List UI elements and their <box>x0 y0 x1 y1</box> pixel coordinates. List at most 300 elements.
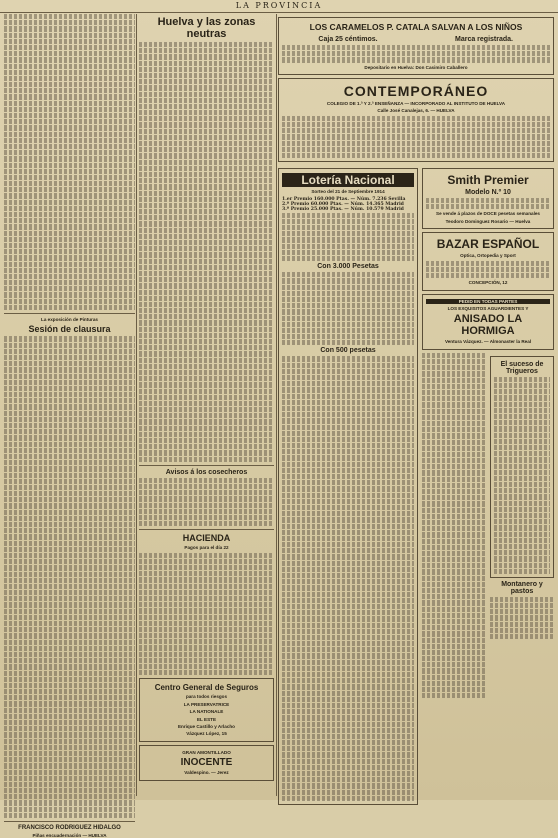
trigueros-box <box>490 356 554 578</box>
text-line-placeholder <box>422 440 486 445</box>
text-line-placeholder <box>282 505 414 510</box>
text-line-placeholder <box>139 633 274 638</box>
text-line-placeholder <box>4 305 135 310</box>
text-line-placeholder <box>139 314 274 319</box>
text-line-placeholder <box>139 339 274 344</box>
text-line-placeholder <box>422 477 486 482</box>
text-line-placeholder <box>282 316 414 321</box>
text-line-placeholder <box>282 579 414 584</box>
text-line-placeholder <box>4 435 135 440</box>
text-line-placeholder <box>494 544 550 549</box>
text-line-placeholder <box>4 411 135 416</box>
text-line-placeholder <box>139 351 274 356</box>
contemporaneo-ad <box>278 78 554 162</box>
text-line-placeholder <box>422 446 486 451</box>
text-line-placeholder <box>4 349 135 354</box>
text-line-placeholder <box>139 364 274 369</box>
text-line-placeholder <box>422 668 486 673</box>
text-line-placeholder <box>282 468 414 473</box>
text-line-placeholder <box>4 565 135 570</box>
hormiga-sub: Ventura Vázquez. — Almonaster la Real <box>444 339 532 345</box>
text-line-placeholder <box>282 771 414 776</box>
text-line-placeholder <box>282 474 414 479</box>
text-line-placeholder <box>139 652 274 657</box>
column-3-ads <box>278 14 554 796</box>
text-line-placeholder <box>282 213 414 218</box>
text-line-placeholder <box>139 252 274 257</box>
text-line-placeholder <box>139 92 274 97</box>
text-line-placeholder <box>282 480 414 485</box>
text-line-placeholder <box>139 608 274 613</box>
text-line-placeholder <box>139 296 274 301</box>
text-line-placeholder <box>422 532 486 537</box>
text-line-placeholder <box>4 187 135 192</box>
text-line-placeholder <box>139 215 274 220</box>
column-divider <box>276 14 277 796</box>
text-line-placeholder <box>4 299 135 304</box>
text-line-placeholder <box>282 486 414 491</box>
text-line-placeholder <box>139 191 274 196</box>
text-line-placeholder <box>4 423 135 428</box>
text-line-placeholder <box>282 303 414 308</box>
text-line-placeholder <box>139 438 274 443</box>
text-line-placeholder <box>139 67 274 72</box>
smith-price: Se vende á plazos de DOCE pesetas semanales <box>436 211 540 217</box>
horizontal-rule <box>4 821 135 822</box>
text-line-placeholder <box>282 499 414 504</box>
text-line-placeholder <box>4 367 135 372</box>
text-line-placeholder <box>139 308 274 313</box>
text-line-placeholder <box>139 277 274 282</box>
text-line-placeholder <box>4 70 135 75</box>
text-line-placeholder <box>282 734 414 739</box>
text-line-placeholder <box>4 627 135 632</box>
text-line-placeholder <box>422 569 486 574</box>
contemporaneo-sub: COLEGIO DE 1.ª Y 2.ª ENSEÑANZA — INCORPORADO AL INSTITUTO DE HUELVA <box>326 100 506 106</box>
text-line-placeholder <box>139 515 274 520</box>
text-line-placeholder <box>139 621 274 626</box>
text-line-placeholder <box>139 565 274 570</box>
text-line-placeholder <box>282 219 414 224</box>
text-line-placeholder <box>4 119 135 124</box>
text-line-placeholder <box>139 584 274 589</box>
text-line-placeholder <box>422 638 486 643</box>
text-line-placeholder <box>282 225 414 230</box>
text-line-placeholder <box>139 509 274 514</box>
text-line-placeholder <box>4 51 135 56</box>
text-line-placeholder <box>282 381 414 386</box>
bazar-addr: CONCEPCIÓN, 12 <box>468 280 508 286</box>
text-line-placeholder <box>282 462 414 467</box>
text-line-placeholder <box>4 231 135 236</box>
contemporaneo-heading: CONTEMPORÁNEO <box>343 82 489 99</box>
heading-huelva: Huelva y las zonas neutras <box>157 16 256 40</box>
text-line-placeholder <box>282 425 414 430</box>
text-line-placeholder <box>282 684 414 689</box>
text-line-placeholder <box>4 45 135 50</box>
text-line-placeholder <box>282 678 414 683</box>
text-line-placeholder <box>139 370 274 375</box>
text-line-placeholder <box>4 94 135 99</box>
text-line-placeholder <box>4 292 135 297</box>
text-line-placeholder <box>139 54 274 59</box>
text-line-placeholder <box>422 402 486 407</box>
text-line-placeholder <box>282 777 414 782</box>
text-line-placeholder <box>139 259 274 264</box>
text-line-placeholder <box>4 609 135 614</box>
text-line-placeholder <box>4 739 135 744</box>
text-line-placeholder <box>282 237 414 242</box>
text-line-placeholder <box>4 671 135 676</box>
text-line-placeholder <box>282 752 414 757</box>
text-line-placeholder <box>4 144 135 149</box>
text-line-placeholder <box>4 150 135 155</box>
text-line-placeholder <box>139 129 274 134</box>
text-line-placeholder <box>4 76 135 81</box>
premios-500: Con 500 pesetas <box>320 347 376 355</box>
amontillado-ad <box>139 745 274 781</box>
text-line-placeholder <box>282 406 414 411</box>
text-line-placeholder <box>282 134 550 139</box>
text-line-placeholder <box>139 73 274 78</box>
text-line-placeholder <box>282 322 414 327</box>
text-line-placeholder <box>282 256 414 261</box>
text-line-placeholder <box>4 14 135 19</box>
text-line-placeholder <box>282 604 414 609</box>
text-line-placeholder <box>282 740 414 745</box>
text-line-placeholder <box>422 483 486 488</box>
text-line-placeholder <box>139 426 274 431</box>
text-line-placeholder <box>422 675 486 680</box>
text-line-placeholder <box>139 590 274 595</box>
text-line-placeholder <box>4 479 135 484</box>
text-line-placeholder <box>282 418 414 423</box>
text-line-placeholder <box>494 420 550 425</box>
text-line-placeholder <box>4 485 135 490</box>
text-line-placeholder <box>139 197 274 202</box>
text-line-placeholder <box>139 172 274 177</box>
text-line-placeholder <box>282 128 550 133</box>
contemporaneo-addr: Calle José Canalejas, 6. — HUELVA <box>377 108 455 114</box>
text-line-placeholder <box>422 607 486 612</box>
text-line-placeholder <box>494 519 550 524</box>
text-line-placeholder <box>422 644 486 649</box>
text-line-placeholder <box>4 274 135 279</box>
bazar-espanol-ad <box>422 232 554 290</box>
caramelos-sub-2: Marca registrada. <box>455 36 513 43</box>
text-line-placeholder <box>494 488 550 493</box>
text-line-placeholder <box>4 163 135 168</box>
text-line-placeholder <box>494 550 550 555</box>
text-line-placeholder <box>494 457 550 462</box>
text-line-placeholder <box>422 359 486 364</box>
text-line-placeholder <box>139 265 274 270</box>
text-line-placeholder <box>139 302 274 307</box>
trigueros-heading: El suceso de Trigueros <box>500 360 544 375</box>
seguros-name-2: LA NATIONALE <box>189 709 224 715</box>
text-line-placeholder <box>422 594 486 599</box>
text-line-placeholder <box>422 396 486 401</box>
text-line-placeholder <box>4 206 135 211</box>
text-line-placeholder <box>494 525 550 530</box>
section-label-exposicion: La exposición de Pinturas <box>41 317 98 322</box>
text-line-placeholder <box>139 271 274 276</box>
text-line-placeholder <box>139 160 274 165</box>
text-line-placeholder <box>4 695 135 700</box>
seguros-addr: Vázquez López, 15 <box>186 731 227 737</box>
text-line-placeholder <box>4 503 135 508</box>
text-line-placeholder <box>4 708 135 713</box>
text-line-placeholder <box>139 577 274 582</box>
text-line-placeholder <box>422 433 486 438</box>
text-line-placeholder <box>422 681 486 686</box>
text-line-placeholder <box>494 377 550 382</box>
text-line-placeholder <box>282 297 414 302</box>
text-line-placeholder <box>4 770 135 775</box>
text-line-placeholder <box>422 489 486 494</box>
text-line-placeholder <box>4 466 135 471</box>
text-line-placeholder <box>282 573 414 578</box>
text-line-placeholder <box>4 262 135 267</box>
text-line-placeholder <box>139 79 274 84</box>
text-line-placeholder <box>4 720 135 725</box>
text-line-placeholder <box>422 526 486 531</box>
text-line-placeholder <box>426 204 550 209</box>
text-line-placeholder <box>422 588 486 593</box>
text-line-placeholder <box>4 392 135 397</box>
text-line-placeholder <box>422 582 486 587</box>
text-line-placeholder <box>282 647 414 652</box>
text-line-placeholder <box>4 88 135 93</box>
text-line-placeholder <box>494 389 550 394</box>
text-line-placeholder <box>139 110 274 115</box>
text-line-placeholder <box>426 261 550 266</box>
text-line-placeholder <box>4 726 135 731</box>
text-line-placeholder <box>139 596 274 601</box>
text-line-placeholder <box>4 621 135 626</box>
text-line-placeholder <box>4 442 135 447</box>
text-line-placeholder <box>282 691 414 696</box>
text-line-placeholder <box>4 640 135 645</box>
text-line-placeholder <box>282 517 414 522</box>
text-line-placeholder <box>494 569 550 574</box>
text-line-placeholder <box>282 616 414 621</box>
text-line-placeholder <box>4 448 135 453</box>
hacienda-sub: Pagos para el día 22 <box>184 545 229 551</box>
seguros-heading: Centro General de Seguros <box>154 683 259 693</box>
seguros-name-1: LA PRESERVATRICE <box>183 701 230 707</box>
text-line-placeholder <box>422 421 486 426</box>
text-line-placeholder <box>282 610 414 615</box>
text-line-placeholder <box>282 585 414 590</box>
text-line-placeholder <box>494 538 550 543</box>
text-line-placeholder <box>139 42 274 47</box>
text-line-placeholder <box>139 358 274 363</box>
text-line-placeholder <box>139 496 274 501</box>
heading-avisos: Avisos á los cosecheros <box>165 468 248 476</box>
text-line-placeholder <box>282 554 414 559</box>
smith-premier-ad <box>422 168 554 229</box>
text-line-placeholder <box>4 132 135 137</box>
premios-3000: Con 3.000 Pesetas <box>317 263 379 271</box>
text-line-placeholder <box>422 563 486 568</box>
caramelos-heading: LOS CARAMELOS P. CATALA SALVAN A LOS NIÑOS <box>309 22 523 32</box>
text-line-placeholder <box>139 333 274 338</box>
text-line-placeholder <box>422 390 486 395</box>
text-line-placeholder <box>139 98 274 103</box>
text-line-placeholder <box>4 658 135 663</box>
loteria-prize-3: 3.º Premio 25.000 Ptas. — Núm. 10.579 Madrid <box>282 207 404 213</box>
text-line-placeholder <box>422 631 486 636</box>
text-line-placeholder <box>422 452 486 457</box>
text-line-placeholder <box>4 125 135 130</box>
text-line-placeholder <box>494 494 550 499</box>
text-line-placeholder <box>426 273 550 278</box>
text-line-placeholder <box>4 243 135 248</box>
text-line-placeholder <box>282 728 414 733</box>
text-line-placeholder <box>282 709 414 714</box>
text-line-placeholder <box>139 135 274 140</box>
text-line-placeholder <box>282 536 414 541</box>
text-line-placeholder <box>4 361 135 366</box>
text-line-placeholder <box>422 539 486 544</box>
text-line-placeholder <box>282 666 414 671</box>
text-line-placeholder <box>494 395 550 400</box>
text-line-placeholder <box>282 783 414 788</box>
column-2 <box>139 14 274 796</box>
caramelos-ad <box>278 17 554 75</box>
text-line-placeholder <box>4 169 135 174</box>
text-line-placeholder <box>4 374 135 379</box>
text-line-placeholder <box>282 309 414 314</box>
text-line-placeholder <box>282 759 414 764</box>
text-line-placeholder <box>139 166 274 171</box>
text-line-placeholder <box>4 516 135 521</box>
text-line-placeholder <box>4 417 135 422</box>
text-line-placeholder <box>4 776 135 781</box>
heading-sesion-clausura: Sesión de clausura <box>28 324 111 335</box>
text-line-placeholder <box>282 363 414 368</box>
text-line-placeholder <box>282 375 414 380</box>
text-line-placeholder <box>139 571 274 576</box>
text-line-placeholder <box>282 641 414 646</box>
text-line-placeholder <box>139 116 274 121</box>
text-line-placeholder <box>282 524 414 529</box>
amontillado-line-1: GRAN AMONTILLADO <box>182 749 231 755</box>
text-line-placeholder <box>4 497 135 502</box>
text-line-placeholder <box>282 449 414 454</box>
text-line-placeholder <box>4 237 135 242</box>
text-line-placeholder <box>4 200 135 205</box>
text-line-placeholder <box>422 693 486 698</box>
text-line-placeholder <box>4 633 135 638</box>
text-line-placeholder <box>422 662 486 667</box>
text-line-placeholder <box>139 407 274 412</box>
text-line-placeholder <box>426 267 550 272</box>
text-line-placeholder <box>282 511 414 516</box>
text-line-placeholder <box>139 283 274 288</box>
text-line-placeholder <box>422 557 486 562</box>
text-line-placeholder <box>4 534 135 539</box>
text-line-placeholder <box>4 683 135 688</box>
text-line-placeholder <box>494 482 550 487</box>
text-line-placeholder <box>422 508 486 513</box>
text-line-placeholder <box>422 495 486 500</box>
text-line-placeholder <box>4 454 135 459</box>
seguros-name-3: EL ESTE <box>196 716 217 722</box>
text-line-placeholder <box>4 788 135 793</box>
text-line-placeholder <box>422 365 486 370</box>
text-line-placeholder <box>4 193 135 198</box>
text-line-placeholder <box>494 501 550 506</box>
text-line-placeholder <box>4 701 135 706</box>
text-line-placeholder <box>139 450 274 455</box>
text-line-placeholder <box>422 501 486 506</box>
amontillado-line-2: INOCENTE <box>180 757 233 769</box>
text-line-placeholder <box>139 521 274 526</box>
text-line-placeholder <box>4 602 135 607</box>
text-line-placeholder <box>282 437 414 442</box>
text-line-placeholder <box>282 672 414 677</box>
text-line-placeholder <box>494 426 550 431</box>
text-line-placeholder <box>282 660 414 665</box>
text-line-placeholder <box>494 556 550 561</box>
caramelos-depot: Depositario en Huelva: Don Casimiro Caballero <box>364 64 468 70</box>
text-line-placeholder <box>282 153 550 158</box>
amontillado-line-3: Valdespino. — Jerez <box>184 770 229 776</box>
text-line-placeholder <box>139 639 274 644</box>
text-line-placeholder <box>422 409 486 414</box>
text-line-placeholder <box>282 51 550 56</box>
text-line-placeholder <box>139 645 274 650</box>
text-line-placeholder <box>422 378 486 383</box>
text-line-placeholder <box>422 464 486 469</box>
text-line-placeholder <box>4 652 135 657</box>
text-line-placeholder <box>4 590 135 595</box>
aguardientes-line: LOS EXQUISITOS AGUARDIENTES Y <box>447 306 529 312</box>
text-line-placeholder <box>139 147 274 152</box>
text-line-placeholder <box>139 327 274 332</box>
text-line-placeholder <box>4 280 135 285</box>
text-line-placeholder <box>139 389 274 394</box>
text-line-placeholder <box>494 445 550 450</box>
text-line-placeholder <box>4 596 135 601</box>
text-line-placeholder <box>422 520 486 525</box>
text-line-placeholder <box>282 122 550 127</box>
text-line-placeholder <box>282 394 414 399</box>
text-line-placeholder <box>4 714 135 719</box>
text-line-placeholder <box>4 689 135 694</box>
text-line-placeholder <box>139 670 274 675</box>
text-line-placeholder <box>490 615 554 620</box>
seguros-sub: para todos riesgos <box>185 694 228 700</box>
text-line-placeholder <box>4 646 135 651</box>
text-line-placeholder <box>282 455 414 460</box>
text-line-placeholder <box>4 473 135 478</box>
text-line-placeholder <box>4 757 135 762</box>
text-line-placeholder <box>139 478 274 483</box>
text-line-placeholder <box>282 548 414 553</box>
text-line-placeholder <box>422 514 486 519</box>
text-line-placeholder <box>4 398 135 403</box>
pedid-banner: PEDID EN TODAS PARTES <box>426 299 550 304</box>
text-line-placeholder <box>139 419 274 424</box>
text-line-placeholder <box>139 627 274 632</box>
text-line-placeholder <box>139 432 274 437</box>
text-line-placeholder <box>282 598 414 603</box>
text-line-placeholder <box>282 328 414 333</box>
text-line-placeholder <box>422 625 486 630</box>
